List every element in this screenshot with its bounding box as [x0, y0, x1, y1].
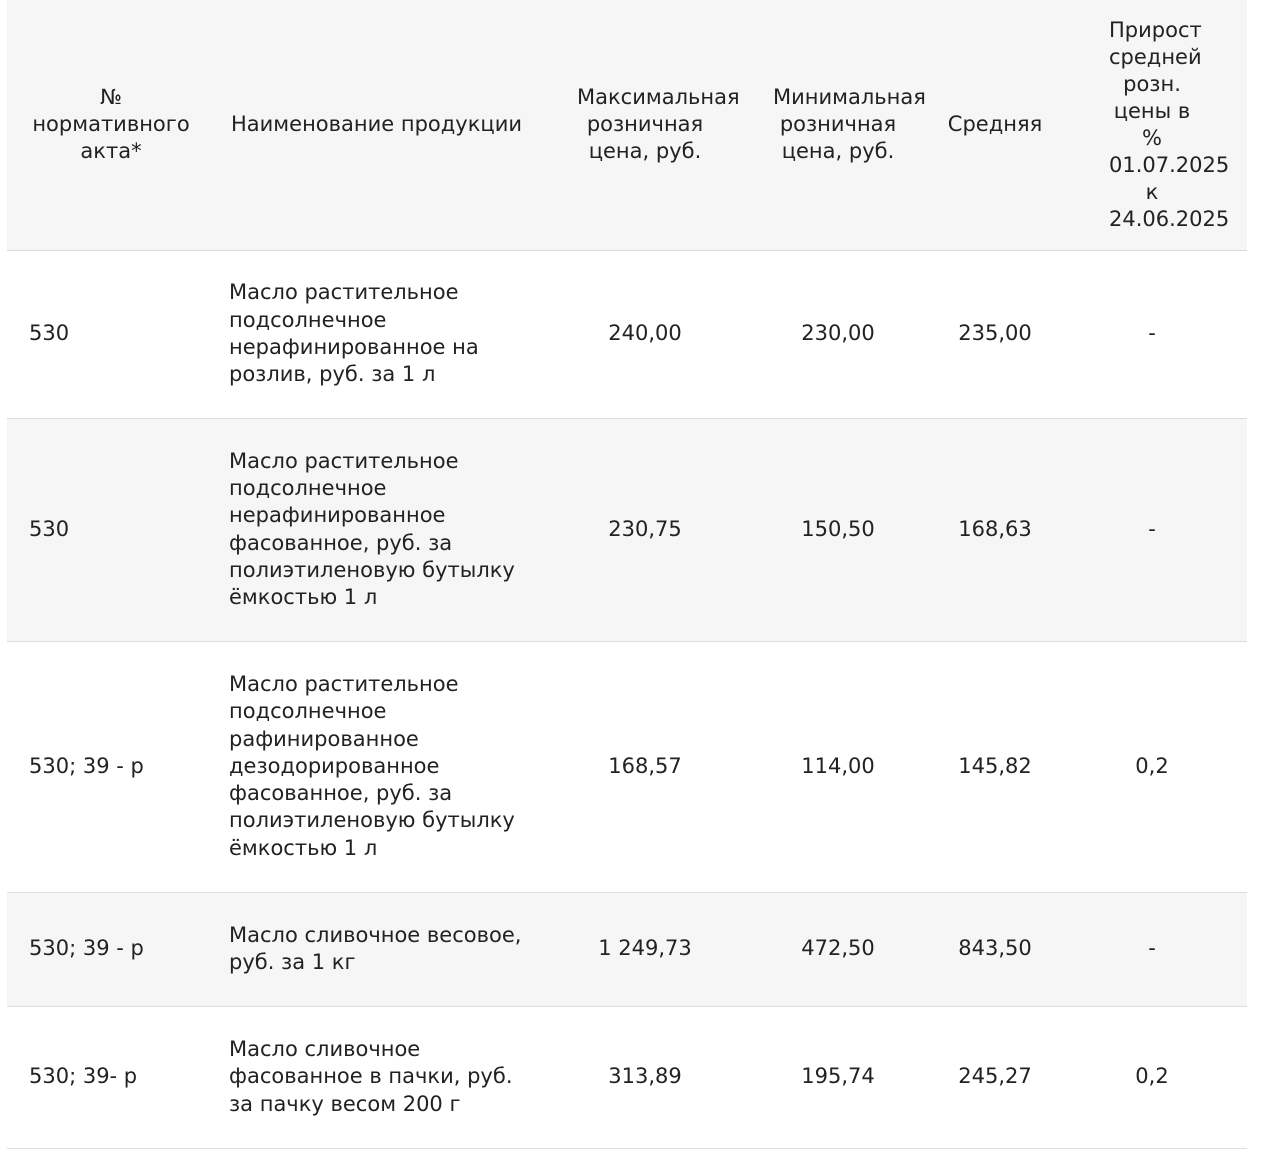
cell-average: 235,00 — [933, 250, 1057, 418]
cell-average: 843,50 — [933, 892, 1057, 1006]
table-body — [7, 250, 1247, 1148]
cell-growth: - — [1057, 250, 1247, 418]
cell-min-price: 195,74 — [743, 1006, 933, 1148]
price-table — [7, 0, 1247, 1149]
cell-max-price: 313,89 — [547, 1006, 743, 1148]
cell-max-price: 1 249,73 — [547, 892, 743, 1006]
table-row — [7, 1006, 1247, 1148]
table-row — [7, 641, 1247, 892]
cell-growth: - — [1057, 418, 1247, 641]
cell-max-price: 240,00 — [547, 250, 743, 418]
header-growth-percent: Прирост средней розн. цены в % 01.07.2025 к 24.06.2025 — [1057, 0, 1247, 250]
header-average: Средняя — [933, 0, 1057, 250]
cell-act-number: 530; 39- р — [7, 1006, 215, 1148]
table-row — [7, 418, 1247, 641]
cell-product-name: Масло сливочное фасованное в пачки, руб. за пачку весом 200 г — [215, 1006, 547, 1148]
cell-growth: - — [1057, 892, 1247, 1006]
header-max-price: Максимальная розничная цена, руб. — [547, 0, 743, 250]
cell-min-price: 472,50 — [743, 892, 933, 1006]
table-row — [7, 892, 1247, 1006]
price-table-container — [7, 0, 1247, 1149]
cell-act-number: 530 — [7, 250, 215, 418]
cell-max-price: 230,75 — [547, 418, 743, 641]
cell-max-price: 168,57 — [547, 641, 743, 892]
cell-product-name: Масло растительное подсолнечное нерафинированное на розлив, руб. за 1 л — [215, 250, 547, 418]
cell-act-number: 530; 39 - р — [7, 641, 215, 892]
cell-product-name: Масло сливочное весовое, руб. за 1 кг — [215, 892, 547, 1006]
header-product-name: Наименование продукции — [215, 0, 547, 250]
header-min-price: Минимальная розничная цена, руб. — [743, 0, 933, 250]
cell-product-name: Масло растительное подсолнечное рафинированное дезодорированное фасованное, руб. за полиэтиленовую бутылку ёмкостью 1 л — [215, 641, 547, 892]
cell-average: 168,63 — [933, 418, 1057, 641]
header-row — [7, 0, 1247, 250]
cell-product-name: Масло растительное подсолнечное нерафинированное фасованное, руб. за полиэтиленовую бутылку ёмкостью 1 л — [215, 418, 547, 641]
cell-act-number: 530; 39 - р — [7, 892, 215, 1006]
table-row — [7, 250, 1247, 418]
cell-average: 245,27 — [933, 1006, 1057, 1148]
cell-min-price: 150,50 — [743, 418, 933, 641]
table-header — [7, 0, 1247, 250]
cell-min-price: 230,00 — [743, 250, 933, 418]
cell-min-price: 114,00 — [743, 641, 933, 892]
cell-growth: 0,2 — [1057, 1006, 1247, 1148]
cell-average: 145,82 — [933, 641, 1057, 892]
header-act-number: № нормативного акта* — [7, 0, 215, 250]
cell-act-number: 530 — [7, 418, 215, 641]
cell-growth: 0,2 — [1057, 641, 1247, 892]
